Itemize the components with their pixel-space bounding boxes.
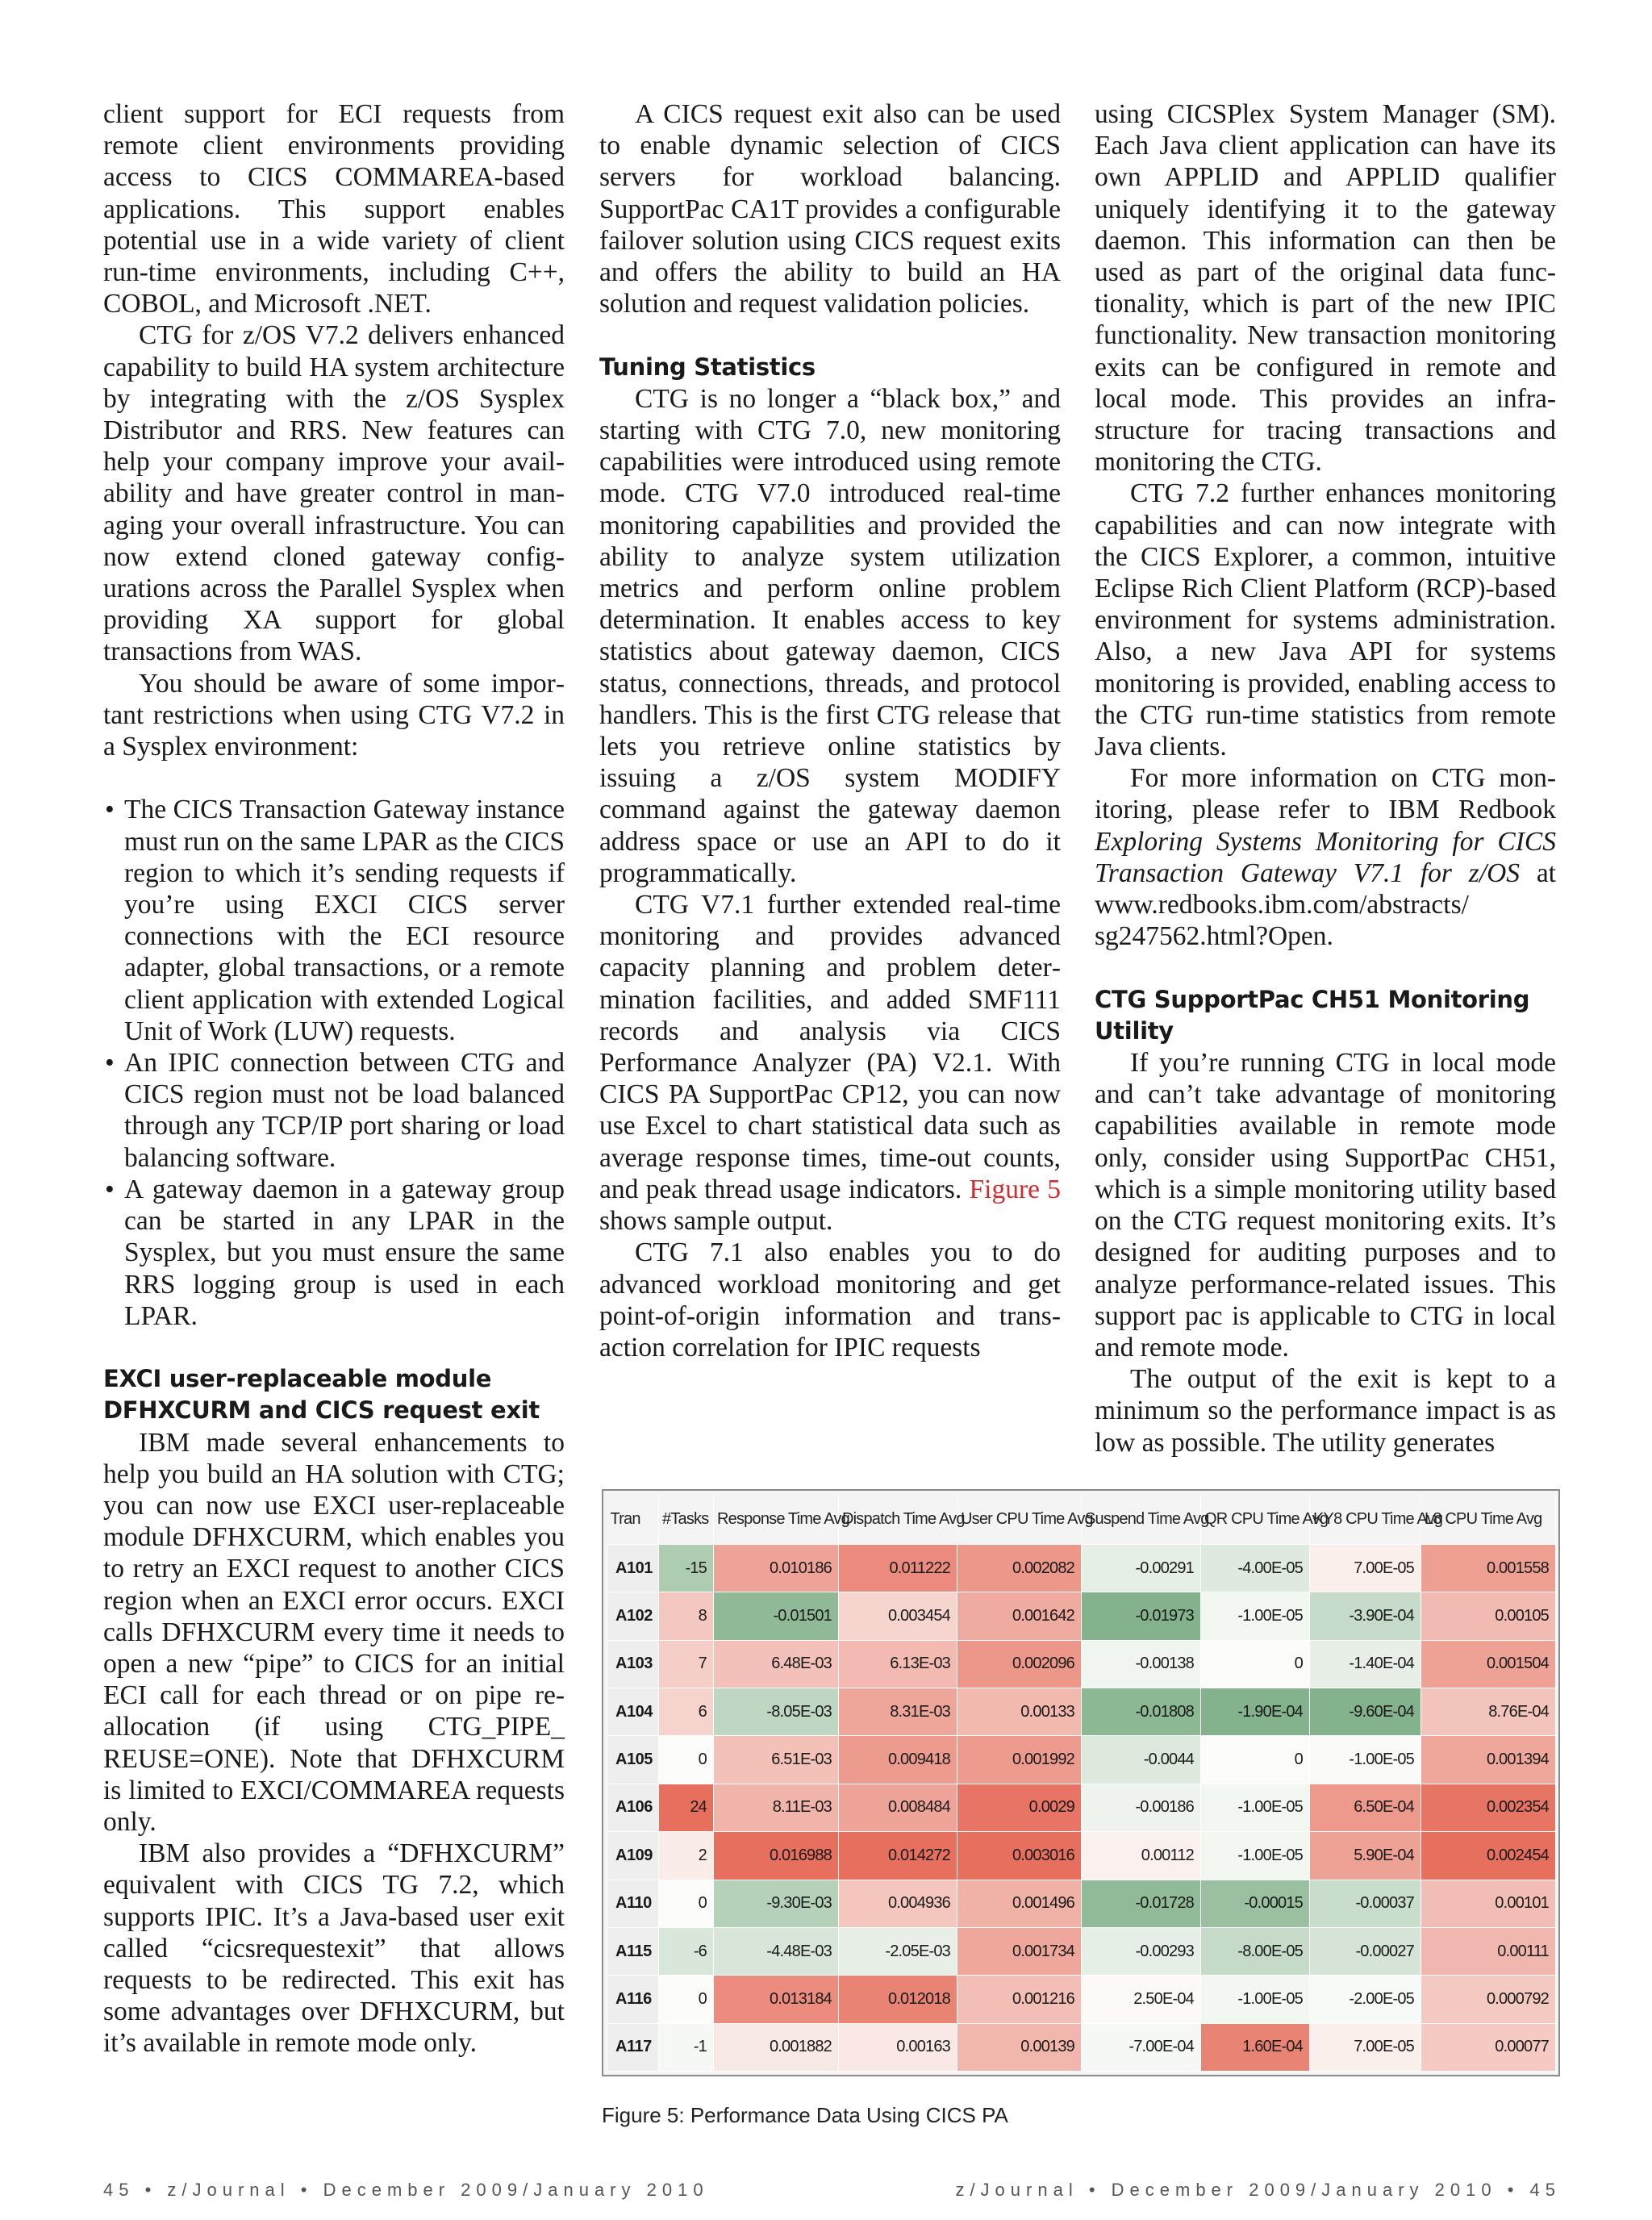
table-row	[607, 1640, 1556, 1688]
table-cell: 0.001558	[1421, 1545, 1556, 1592]
performance-data-table	[607, 1494, 1556, 2072]
table-row	[607, 1927, 1556, 1975]
table-cell: 7.00E-05	[1310, 2023, 1421, 2071]
table-cell: 7.00E-05	[1310, 1545, 1421, 1592]
table-cell: 1.60E-04	[1201, 2023, 1310, 2071]
table-cell: 6	[659, 1688, 714, 1736]
table-cell: -0.01728	[1082, 1880, 1201, 1927]
table-cell: 0	[659, 1976, 714, 2023]
table-cell: -1	[659, 2023, 714, 2071]
tran-cell: A101	[607, 1545, 659, 1592]
table-cell: 0.002096	[957, 1640, 1082, 1688]
tran-cell: A102	[607, 1592, 659, 1640]
section-heading-ch51: CTG SupportPac CH51 Monitoring Utility	[1095, 985, 1530, 1045]
table-cell: 0.002354	[1421, 1784, 1556, 1831]
table-row	[607, 1688, 1556, 1736]
table-row	[607, 1832, 1556, 1880]
column-2	[599, 98, 1061, 1363]
table-cell: -1.00E-05	[1201, 1592, 1310, 1640]
paragraph: CTG for z/OS V7.2 delivers enhanced capability to build HA system architecture by integrating with the z/OS Sysplex Distributor and RRS. New features can help your company improve your availability and have greater control in managing your overall infrastructure. You can now extend cloned gateway configurations across the Parallel Sysplex when providing XA support for global transactions from WAS.	[103, 320, 565, 667]
paragraph: CTG V7.1 further extended real-time monitoring and provides advanced capacity planning and problem determination facilities, and added SMF111 records and analysis via CICS Performance Analyzer (PA) V2.1. With CICS PA SupportPac CP12, you can now use Excel to chart statistical data such as average response times, time-out counts, and peak thread usage indicators. Figure 5 shows sample output.	[599, 890, 1062, 1237]
table-cell: 0.001394	[1421, 1736, 1556, 1784]
section-heading-tuning-statistics: Tuning Statistics	[599, 353, 816, 381]
table-cell: 0.00105	[1421, 1592, 1556, 1640]
table-row	[607, 1976, 1556, 2023]
table-cell: -9.60E-04	[1310, 1688, 1421, 1736]
table-cell: -4.00E-05	[1201, 1545, 1310, 1592]
tran-cell: A103	[607, 1640, 659, 1688]
table-cell: 6.48E-03	[714, 1640, 839, 1688]
table-row	[607, 1736, 1556, 1784]
table-cell: -1.00E-05	[1201, 1832, 1310, 1880]
table-cell: 0.008484	[839, 1784, 957, 1831]
table-row	[607, 1592, 1556, 1640]
table-cell: -0.0044	[1082, 1736, 1201, 1784]
table-cell: 0	[659, 1880, 714, 1927]
column-header: Suspend Time Avg	[1082, 1494, 1201, 1545]
paragraph: You should be aware of some important restrictions when using CTG V7.2 in a Sysplex environment:	[103, 668, 565, 762]
table-cell: 0.004936	[839, 1880, 957, 1927]
table-cell: 0.001642	[957, 1592, 1082, 1640]
table-cell: 0.001992	[957, 1736, 1082, 1784]
table-cell: -0.01973	[1082, 1592, 1201, 1640]
table-cell: 0.001216	[957, 1976, 1082, 2023]
table-cell: 6.50E-04	[1310, 1784, 1421, 1831]
table-cell: -0.00293	[1082, 1927, 1201, 1975]
table-cell: -7.00E-04	[1082, 2023, 1201, 2071]
table-cell: 0.003016	[957, 1832, 1082, 1880]
column-header: KY8 CPU Time Avg	[1310, 1494, 1421, 1545]
table-cell: 0.002454	[1421, 1832, 1556, 1880]
table-cell: -1.00E-05	[1310, 1736, 1421, 1784]
tran-cell: A109	[607, 1832, 659, 1880]
table-cell: 2.50E-04	[1082, 1976, 1201, 2023]
table-cell: 0.001734	[957, 1927, 1082, 1975]
paragraph: CTG 7.2 further enhances monitoring capabilities and can now integrate with the CICS Explorer, a common, intuitive Eclipse Rich Client Platform (RCP)-based environment for systems administration. Also, a new Java API for systems monitoring is provided, enabling access to the CTG run-time statistics from remote Java clients.	[1095, 478, 1556, 762]
list-item: • An IPIC connection between CTG and CICS region must not be load balanced through any TCP/IP port sharing or load balancing software.	[103, 1047, 565, 1174]
table-cell: -0.01501	[714, 1592, 839, 1640]
table-cell: 0	[1201, 1640, 1310, 1688]
table-cell: 8.31E-03	[839, 1688, 957, 1736]
table-cell: 0.001496	[957, 1880, 1082, 1927]
paragraph: client support for ECI requests from remote client environments providing access to CICS COMMAREA-based applications. This support enables potential use in a wide variety of client run-time environments, including C++, COBOL, and Microsoft .NET.	[103, 99, 565, 319]
table-cell: 0.00101	[1421, 1880, 1556, 1927]
table-cell: 0.009418	[839, 1736, 957, 1784]
table-cell: 0.013184	[714, 1976, 839, 2023]
figure-5-table-frame	[602, 1489, 1560, 2076]
table-cell: -8.05E-03	[714, 1688, 839, 1736]
column-header: Response Time Avg	[714, 1494, 839, 1545]
figure-caption: Figure 5: Performance Data Using CICS PA	[602, 2103, 1008, 2127]
table-cell: 0.00139	[957, 2023, 1082, 2071]
table-row	[607, 1784, 1556, 1831]
table-cell: 0.0029	[957, 1784, 1082, 1831]
table-cell: 0.011222	[839, 1545, 957, 1592]
table-cell: 8.76E-04	[1421, 1688, 1556, 1736]
table-cell: 6.13E-03	[839, 1640, 957, 1688]
table-cell: 0.002082	[957, 1545, 1082, 1592]
table-cell: 2	[659, 1832, 714, 1880]
figure-5-link[interactable]: Figure 5	[969, 1174, 1062, 1204]
table-cell: -15	[659, 1545, 714, 1592]
tran-cell: A105	[607, 1736, 659, 1784]
column-header: User CPU Time Avg	[957, 1494, 1082, 1545]
table-cell: -6	[659, 1927, 714, 1975]
table-row	[607, 2023, 1556, 2071]
paragraph: using CICSPlex System Manager (SM). Each Java client application can have its own APPLID and APPLID qualifier uniquely identifying it to the gateway daemon. This information can then be used as part of the original data functionality, which is part of the new IPIC functionality. New transaction monitoring exits can be configured in remote and local mode. This provides an infrastructure for tracing transactions and monitoring the CTG.	[1095, 99, 1556, 478]
paragraph: If you’re running CTG in local mode and can’t take advantage of monitoring capabilities available in remote mode only, consider using SupportPac CH51, which is a simple monitoring utility based on the CTG request monitoring exits. It’s designed for auditing purposes and to analyze performance-related issues. This support pac is applicable to CTG in local and remote mode.	[1095, 1048, 1556, 1362]
table-cell: -2.00E-05	[1310, 1976, 1421, 2023]
paragraph: IBM made several enhancements to help you build an HA solution with CTG; you can now use EXCI user-replaceable module DFHXCURM, which enables you to retry an EXCI request to another CICS region when an EXCI error occurs. EXCI calls DFHXCURM every time it needs to open a new “pipe” to CICS for an initial ECI call for each thread or on pipe reallocation (if using CTG_PIPE_ REUSE=ONE). Note that DFHXCURM is limited to EXCI/COMMAREA requests only.	[103, 1427, 565, 1837]
table-row	[607, 1880, 1556, 1927]
table-cell: 6.51E-03	[714, 1736, 839, 1784]
table-cell: -1.00E-05	[1201, 1784, 1310, 1831]
table-cell: -4.48E-03	[714, 1927, 839, 1975]
table-cell: -0.00027	[1310, 1927, 1421, 1975]
section-heading-dfhxcurm: EXCI user-replaceable module DFHXCURM and CICS request exit	[103, 1365, 540, 1425]
paragraph: A CICS request exit also can be used to enable dynamic selection of CICS servers for workload balancing. SupportPac CA1T provides a configurable failover solution using CICS request exits and offers the ability to build an HA solution and request validation policies.	[599, 99, 1061, 319]
table-cell: -1.40E-04	[1310, 1640, 1421, 1688]
table-cell: 0.014272	[839, 1832, 957, 1880]
table-cell: 0.00163	[839, 2023, 957, 2071]
table-cell: -0.01808	[1082, 1688, 1201, 1736]
table-cell: -9.30E-03	[714, 1880, 839, 1927]
paragraph: The output of the exit is kept to a minimum so the performance impact is as low as possible. The utility generates	[1095, 1364, 1556, 1458]
table-cell: -1.90E-04	[1201, 1688, 1310, 1736]
column-header: Dispatch Time Avg	[839, 1494, 957, 1545]
table-cell: -0.00291	[1082, 1545, 1201, 1592]
table-cell: 7	[659, 1640, 714, 1688]
table-cell: -0.00186	[1082, 1784, 1201, 1831]
column-3	[1095, 98, 1556, 1458]
table-cell: 0.00112	[1082, 1832, 1201, 1880]
paragraph: For more information on CTG monitoring, please refer to IBM Redbook Exploring Systems Monitoring for CICS Transaction Gateway V7.1 for z/OS at www.redbooks.ibm.com/abstracts/ sg247562.html?Open.	[1095, 763, 1556, 952]
table-cell: 24	[659, 1784, 714, 1831]
column-header: #Tasks	[659, 1494, 714, 1545]
list-item: • The CICS Transaction Gateway instance must run on the same LPAR as the CICS region to which it’s sending requests if you’re using EXCI CICS server connections with the ECI resource adapter, global transactions, or a remote client application with extended Logical Unit of Work (LUW) requests.	[103, 794, 565, 1047]
list-item: • A gateway daemon in a gateway group can be started in any LPAR in the Sysplex, but you must ensure the same RRS logging group is used in each LPAR.	[103, 1174, 565, 1332]
table-cell: -1.00E-05	[1201, 1976, 1310, 2023]
table-cell: 0.012018	[839, 1976, 957, 2023]
table-cell: -2.05E-03	[839, 1927, 957, 1975]
table-cell: 0.003454	[839, 1592, 957, 1640]
table-cell: 0	[1201, 1736, 1310, 1784]
restrictions-list	[103, 794, 565, 1331]
column-header: QR CPU Time Avg	[1201, 1494, 1310, 1545]
tran-cell: A117	[607, 2023, 659, 2071]
table-cell: 0.001882	[714, 2023, 839, 2071]
column-header: L8 CPU Time Avg	[1421, 1494, 1556, 1545]
table-cell: 0.010186	[714, 1545, 839, 1592]
table-header-row	[607, 1494, 1556, 1545]
table-cell: -0.00138	[1082, 1640, 1201, 1688]
column-header: Tran	[607, 1494, 659, 1545]
tran-cell: A115	[607, 1927, 659, 1975]
tran-cell: A106	[607, 1784, 659, 1831]
table-row	[607, 1545, 1556, 1592]
paragraph: IBM also provides a “DFHXCURM” equivalent with CICS TG 7.2, which supports IPIC. It’s a Java-based user exit called “cicsrequestexit” that allows requests to be redirected. This exit has some advantages over DFHXCURM, but it’s available in remote mode only.	[103, 1838, 565, 2059]
footer-right: z/Journal • December 2009/January 2010 • 45	[955, 2180, 1561, 2200]
paragraph: CTG is no longer a “black box,” and starting with CTG 7.0, new monitoring capabilities were introduced using remote mode. CTG V7.0 introduced real-time monitoring capabilities and provided the ability to analyze system utilization metrics and perform online problem determination. It enables access to key statistics about gateway daemon, CICS status, connections, threads, and protocol handlers. This is the first CTG release that lets you retrieve online statistics by issuing a z/OS system MODIFY command against the gateway daemon address space or use an API to do it programmatically.	[599, 383, 1061, 888]
column-1	[103, 98, 565, 2059]
table-cell: -0.00015	[1201, 1880, 1310, 1927]
table-cell: 0.001504	[1421, 1640, 1556, 1688]
table-cell: 0	[659, 1736, 714, 1784]
table-cell: 0.016988	[714, 1832, 839, 1880]
table-cell: 5.90E-04	[1310, 1832, 1421, 1880]
tran-cell: A116	[607, 1976, 659, 2023]
table-cell: 0.000792	[1421, 1976, 1556, 2023]
paragraph: CTG 7.1 also enables you to do advanced workload monitoring and get point-of-origin information and transaction correlation for IPIC requests	[599, 1237, 1061, 1362]
table-cell: -3.90E-04	[1310, 1592, 1421, 1640]
table-cell: 8	[659, 1592, 714, 1640]
table-cell: 0.00133	[957, 1688, 1082, 1736]
footer-left: 45 • z/Journal • December 2009/January 2010	[103, 2180, 709, 2200]
tran-cell: A104	[607, 1688, 659, 1736]
redbook-title: Exploring Systems Monitoring for CICS Transaction Gateway V7.1 for z/OS	[1095, 826, 1556, 888]
tran-cell: A110	[607, 1880, 659, 1927]
table-cell: -8.00E-05	[1201, 1927, 1310, 1975]
table-cell: 0.00077	[1421, 2023, 1556, 2071]
table-cell: 0.00111	[1421, 1927, 1556, 1975]
table-cell: 8.11E-03	[714, 1784, 839, 1831]
table-cell: -0.00037	[1310, 1880, 1421, 1927]
